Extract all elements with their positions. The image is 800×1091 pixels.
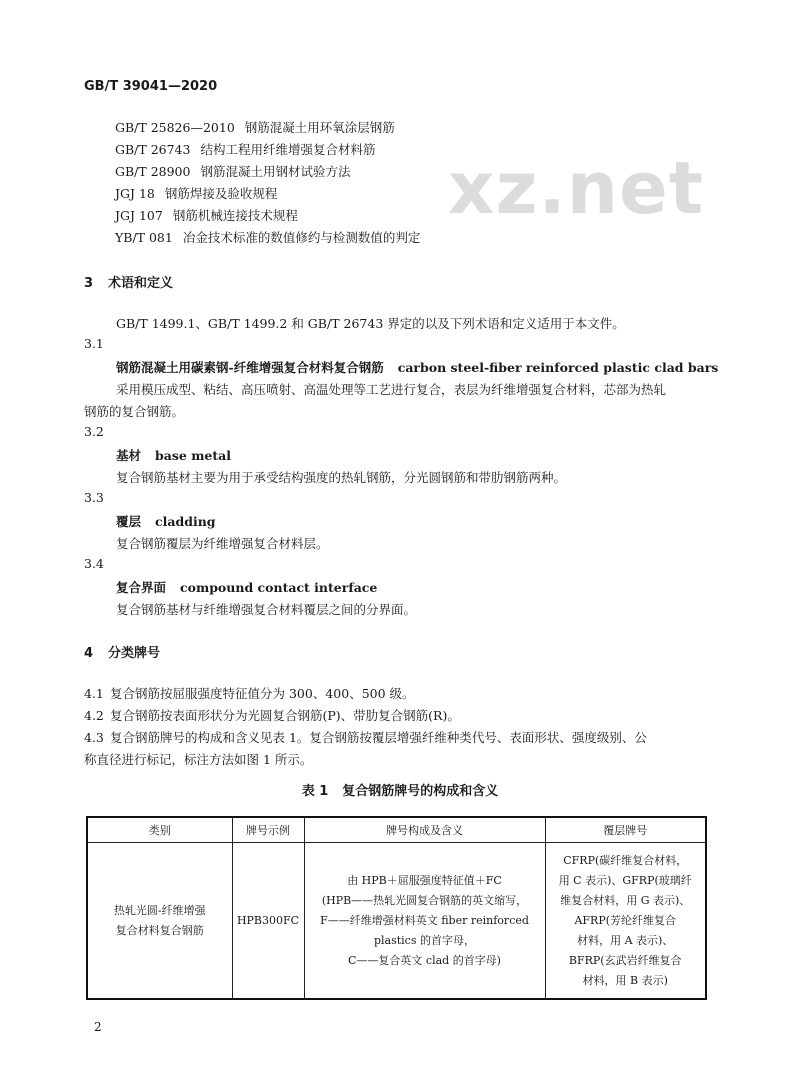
meaning-line: F——纤维增强材料英文 fiber reinforced (320, 913, 529, 927)
category-cell (87, 843, 232, 1000)
section-title: 分类牌号 (108, 646, 161, 661)
table-header-cell: 类别 (87, 817, 232, 843)
section-number: 3 (84, 276, 94, 291)
section-number: 4 (84, 646, 94, 661)
clause-text: 复合钢筋牌号的构成和含义见表 1。复合钢筋按覆层增强纤维种类代号、表面形状、强度级别、公 (110, 730, 647, 745)
reference-title: 钢筋混凝土用钢材试验方法 (200, 164, 351, 179)
table-caption-number: 表 1 (301, 784, 329, 799)
reference-title: 钢筋焊接及验收规程 (164, 186, 278, 201)
cladding-line: CFRP(碳纤维复合材料， (563, 853, 688, 867)
term-definition: 采用模压成型、粘结、高压喷射、高温处理等工艺进行复合，表层为纤维增强复合材料，芯部为热轧 (116, 382, 667, 397)
table-header-cell: 牌号示例 (232, 817, 304, 843)
term-en: compound contact interface (180, 580, 378, 595)
reference-item (115, 184, 277, 202)
reference-title: 钢筋混凝土用环氧涂层钢筋 (244, 120, 395, 135)
clause-number: 4.2 (84, 708, 104, 723)
term-en: carbon steel-fiber reinforced plastic clad bars (397, 360, 719, 375)
term-cn: 钢筋混凝土用碳素钢-纤维增强复合材料复合钢筋 (116, 360, 384, 375)
clause-number: 4.3 (84, 730, 104, 745)
cladding-cell (545, 843, 706, 1000)
term-number: 3.3 (84, 490, 104, 505)
page-number: 2 (94, 1020, 102, 1034)
reference-code: YB/T 081 (115, 230, 173, 245)
watermark: xz.net (448, 146, 705, 230)
clause (84, 728, 647, 746)
section-heading (84, 642, 160, 661)
term-cn: 复合界面 (116, 580, 167, 595)
table-row (87, 843, 706, 1000)
standard-header: GB/T 39041—2020 (84, 79, 218, 94)
cladding-line: 用 C 表示)、GFRP(玻璃纤 (558, 873, 692, 887)
term-definition: 复合钢筋基材主要为用于承受结构强度的热轧钢筋，分光圆钢筋和带肋钢筋两种。 (116, 470, 567, 485)
meaning-cell (304, 843, 545, 1000)
cladding-line: BFRP(玄武岩纤维复合 (568, 953, 682, 967)
reference-code: JGJ 18 (115, 186, 155, 201)
reference-item (115, 206, 298, 224)
reference-code: JGJ 107 (115, 208, 163, 223)
reference-item (115, 140, 375, 158)
cladding-line: 材料，用 A 表示)、 (577, 933, 674, 947)
category-line: 复合材料复合钢筋 (115, 923, 204, 937)
table-header-cell: 牌号构成及含义 (304, 817, 545, 843)
term-number: 3.4 (84, 556, 104, 571)
brand-table (86, 816, 707, 1000)
term-number: 3.2 (84, 424, 104, 439)
reference-code: GB/T 26743 (115, 142, 191, 157)
reference-item (115, 118, 395, 136)
term-cn: 基材 (116, 448, 142, 463)
reference-title: 钢筋机械连接技术规程 (172, 208, 298, 223)
term-definition-cont: 钢筋的复合钢筋。 (84, 404, 185, 419)
section-intro: GB/T 1499.1、GB/T 1499.2 和 GB/T 26743 界定的以及下列术语和定义适用于本文件。 (116, 316, 625, 331)
section-heading (84, 272, 173, 291)
table-header-cell: 覆层牌号 (545, 817, 706, 843)
clause-number: 4.1 (84, 686, 104, 701)
term-heading (116, 512, 216, 530)
section-title: 术语和定义 (108, 276, 174, 291)
table-header-row (87, 817, 706, 843)
clause (84, 706, 460, 724)
term-definition: 复合钢筋覆层为纤维增强复合材料层。 (116, 536, 329, 551)
reference-item (115, 228, 420, 246)
cladding-line: 维复合材料，用 G 表示)、 (560, 893, 691, 907)
reference-code: GB/T 25826—2010 (115, 120, 235, 135)
reference-title: 冶金技术标准的数值修约与检测数值的判定 (182, 230, 421, 245)
cladding-line: 材料，用 B 表示) (582, 973, 668, 987)
term-number: 3.1 (84, 336, 104, 351)
term-heading (116, 358, 718, 376)
meaning-line: C——复合英文 clad 的首字母) (348, 953, 501, 967)
clause (84, 684, 415, 702)
meaning-line: plastics 的首字母， (373, 933, 475, 947)
cladding-line: AFRP(芳纶纤维复合 (574, 913, 677, 927)
meaning-line: (HPB——热轧光圆复合钢筋的英文缩写， (321, 893, 528, 907)
term-heading (116, 446, 231, 464)
clause-text: 复合钢筋按屈服强度特征值分为 300、400、500 级。 (110, 686, 415, 701)
clause-text: 复合钢筋按表面形状分为光圆复合钢筋(P)、带肋复合钢筋(R)。 (110, 708, 460, 723)
reference-item (115, 162, 350, 180)
table-caption-title: 复合钢筋牌号的构成和含义 (342, 784, 499, 799)
term-cn: 覆层 (116, 514, 142, 529)
meaning-line: 由 HPB＋屈服强度特征值＋FC (347, 873, 502, 887)
term-en: base metal (155, 448, 231, 463)
reference-code: GB/T 28900 (115, 164, 191, 179)
example-cell: HPB300FC (232, 843, 304, 1000)
term-en: cladding (155, 514, 216, 529)
category-line: 热轧光圆-纤维增强 (113, 903, 206, 917)
clause-text-cont: 称直径进行标记，标注方法如图 1 所示。 (84, 752, 313, 767)
table-caption (0, 780, 800, 799)
term-definition: 复合钢筋基材与纤维增强复合材料覆层之间的分界面。 (116, 602, 417, 617)
reference-title: 结构工程用纤维增强复合材料筋 (200, 142, 376, 157)
term-heading (116, 578, 377, 596)
